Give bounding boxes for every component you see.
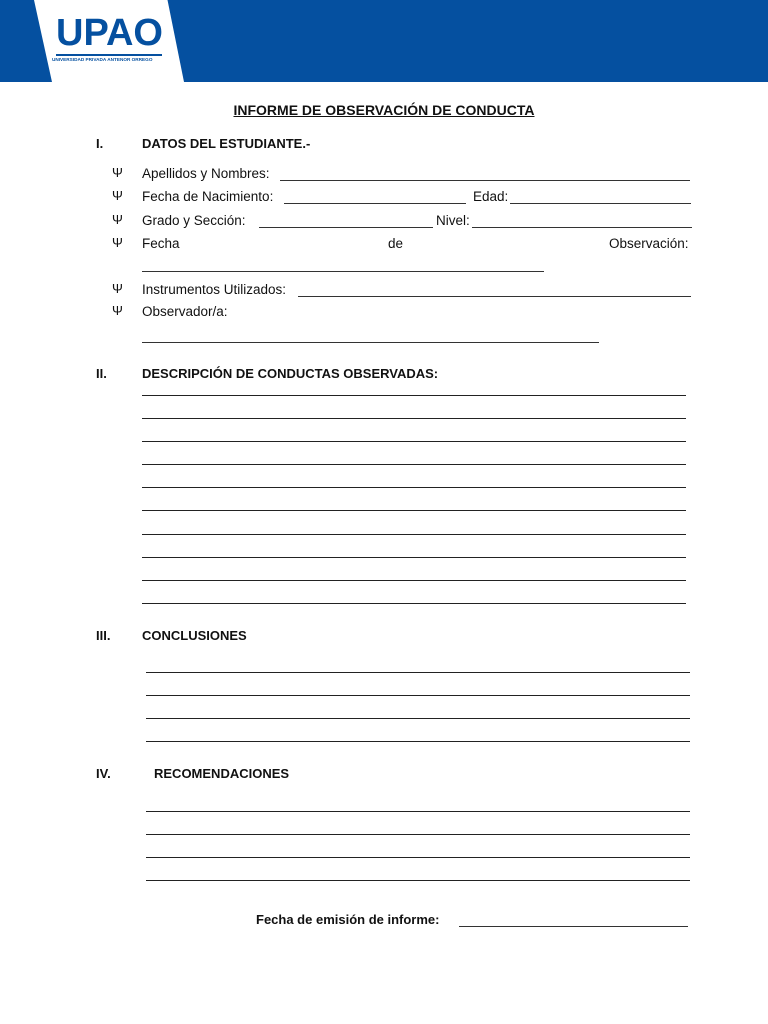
recommendation-line[interactable] [146, 880, 690, 881]
edad-label: Edad: [473, 189, 509, 204]
fecha-nacimiento-label: Fecha de Nacimiento: [142, 189, 274, 204]
logo-subtitle: UNIVERSIDAD PRIVADA ANTENOR ORREGO [52, 58, 153, 63]
observador-field[interactable] [142, 342, 599, 343]
section-4-title: RECOMENDACIONES [154, 766, 290, 781]
recommendation-line[interactable] [146, 834, 690, 835]
fecha-nacimiento-field[interactable] [284, 203, 466, 204]
logo-underline [56, 54, 162, 56]
description-line[interactable] [142, 464, 686, 465]
description-line[interactable] [142, 418, 686, 419]
psi-bullet-icon: Ψ [112, 188, 123, 203]
section-2-number: II. [96, 366, 107, 381]
psi-bullet-icon: Ψ [112, 235, 123, 250]
description-line[interactable] [142, 395, 686, 396]
document-title: INFORME DE OBSERVACIÓN DE CONDUCTA [233, 102, 535, 118]
conclusion-line[interactable] [146, 741, 690, 742]
nivel-label: Nivel: [436, 213, 470, 228]
psi-bullet-icon: Ψ [112, 212, 123, 227]
section-3-number: III. [96, 628, 111, 643]
fecha-emision-label: Fecha de emisión de informe: [256, 912, 440, 927]
section-1-title: DATOS DEL ESTUDIANTE.- [142, 136, 311, 151]
section-1-number: I. [96, 136, 104, 151]
fecha-observacion-label-1: Fecha [142, 236, 180, 251]
conclusion-line[interactable] [146, 672, 690, 673]
section-2-title: DESCRIPCIÓN DE CONDUCTAS OBSERVADAS: [142, 366, 439, 381]
apellidos-label: Apellidos y Nombres: [142, 166, 270, 181]
nivel-field[interactable] [472, 227, 692, 228]
fecha-observacion-label-2: de [388, 236, 404, 251]
description-line[interactable] [142, 557, 686, 558]
recommendation-line[interactable] [146, 857, 690, 858]
description-line[interactable] [142, 510, 686, 511]
description-line[interactable] [142, 603, 686, 604]
section-4-number: IV. [96, 766, 111, 781]
fecha-observacion-field[interactable] [142, 271, 544, 272]
upao-logo: UPAO [56, 12, 163, 54]
psi-bullet-icon: Ψ [112, 303, 123, 318]
recommendation-line[interactable] [146, 811, 690, 812]
edad-field[interactable] [510, 203, 691, 204]
description-line[interactable] [142, 441, 686, 442]
instrumentos-label: Instrumentos Utilizados: [142, 282, 287, 297]
apellidos-field[interactable] [280, 180, 690, 181]
psi-bullet-icon: Ψ [112, 165, 123, 180]
fecha-emision-field[interactable] [459, 926, 688, 927]
section-3-title: CONCLUSIONES [142, 628, 247, 643]
description-line[interactable] [142, 580, 686, 581]
conclusion-line[interactable] [146, 718, 690, 719]
fecha-observacion-label-3: Observación: [609, 236, 689, 251]
description-line[interactable] [142, 487, 686, 488]
instrumentos-field[interactable] [298, 296, 691, 297]
description-line[interactable] [142, 534, 686, 535]
conclusion-line[interactable] [146, 695, 690, 696]
psi-bullet-icon: Ψ [112, 281, 123, 296]
grado-seccion-field[interactable] [259, 227, 433, 228]
observador-label: Observador/a: [142, 304, 228, 319]
grado-seccion-label: Grado y Sección: [142, 213, 246, 228]
